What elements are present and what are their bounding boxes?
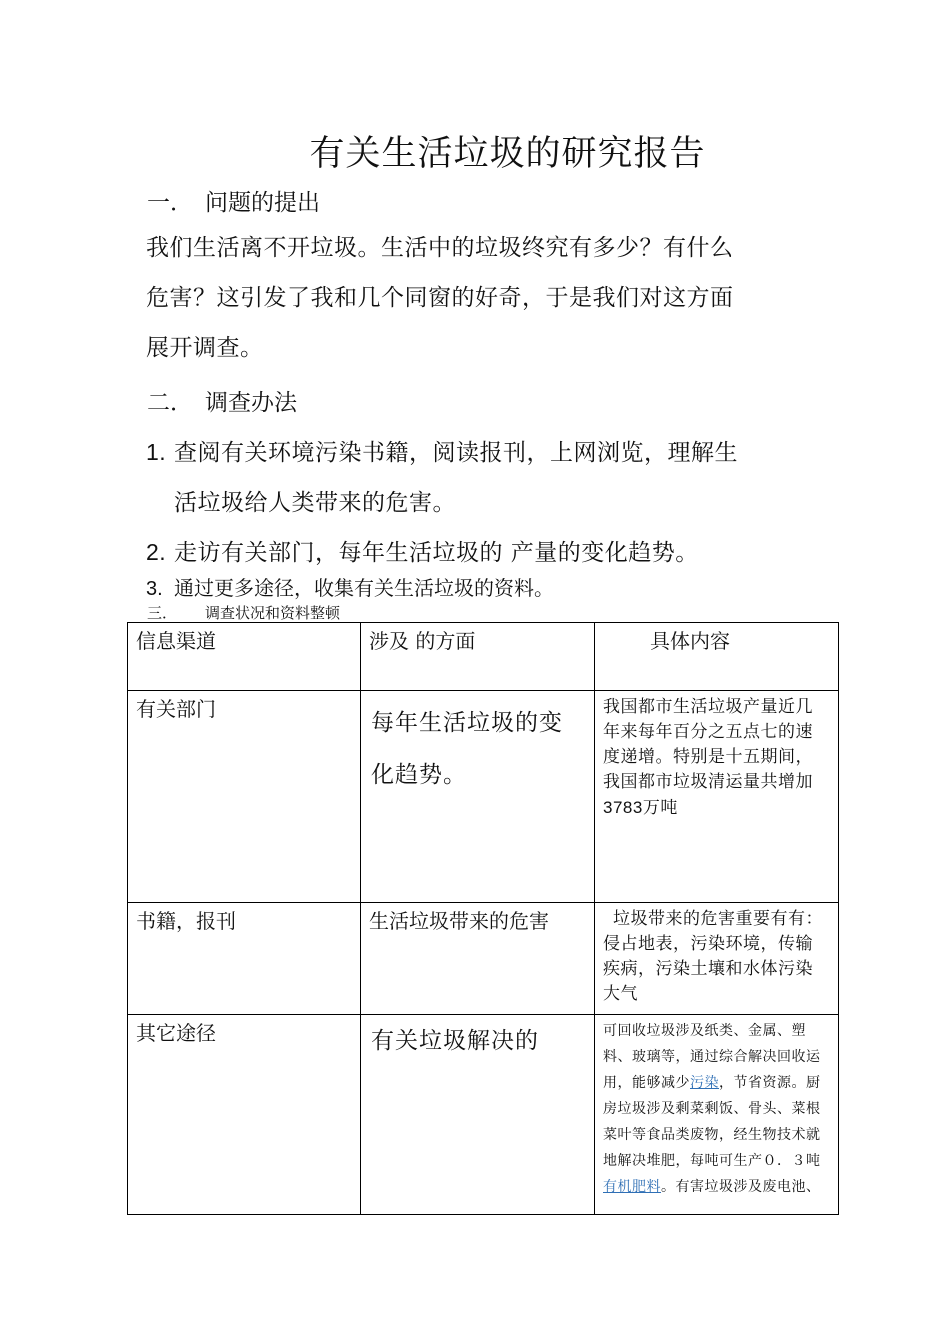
item-number: 1.	[146, 439, 167, 465]
body-line: 展开调查。	[146, 335, 264, 361]
row-1-content-number: 3783	[603, 798, 643, 817]
section-1-title: 问题的提出	[205, 190, 320, 216]
section-2-title: 调查办法	[205, 390, 297, 416]
row-2-aspect: 生活垃圾带来的危害	[369, 909, 549, 933]
table-row	[128, 1015, 839, 1215]
method-item-3	[146, 572, 554, 601]
table-header-cell	[595, 623, 839, 691]
section-1-heading	[147, 184, 320, 217]
header-channel: 信息渠道	[136, 629, 216, 653]
table-cell	[595, 1015, 839, 1215]
section-3-heading	[147, 602, 340, 623]
table-cell	[595, 691, 839, 903]
section-3-title: 调查状况和资料整顿	[205, 604, 341, 622]
section-2-number: 二．	[147, 390, 193, 416]
section-1-number: 一．	[147, 190, 193, 216]
table-cell	[128, 1015, 361, 1215]
row-3-channel: 其它途径	[136, 1021, 216, 1045]
organic-fertilizer-link[interactable]: 有机肥料	[603, 1179, 661, 1195]
method-item-1-cont: 活垃圾给人类带来的危害。	[174, 490, 456, 516]
pollution-link[interactable]: 污染	[690, 1075, 719, 1091]
table-cell	[361, 1015, 595, 1215]
table-cell	[361, 691, 595, 903]
item-text: 通过更多途径，收集有关生活垃圾的资料。	[174, 576, 554, 600]
row-1-channel: 有关部门	[136, 697, 216, 721]
row-3-content-text: 可回收垃圾涉及纸类、金属、塑料、玻璃等，通过综合解决回收运用，能够减少	[603, 1023, 821, 1091]
row-3-content-text: 。有害垃圾涉及废电池、	[661, 1179, 821, 1195]
table-cell	[128, 903, 361, 1015]
method-item-1	[146, 434, 738, 467]
table-cell	[361, 903, 595, 1015]
item-number: 3.	[146, 578, 163, 600]
survey-table	[127, 622, 839, 1215]
row-2-content: 垃圾带来的危害重要有有：侵占地表，污染环境，传输疾病，污染土壤和水体污染大气	[603, 909, 823, 1004]
row-1-content	[595, 691, 838, 825]
header-content: 具体内容	[650, 629, 730, 653]
page-title: 有关生活垃圾的研究报告	[309, 134, 706, 174]
row-3-content	[595, 1015, 838, 1203]
table-cell	[128, 691, 361, 903]
body-line: 我们生活离不开垃圾。生活中的垃圾终究有多少？有什么	[146, 235, 734, 261]
table-cell	[595, 903, 839, 1015]
section-1-body	[146, 223, 734, 373]
table-header-cell	[128, 623, 361, 691]
item-text: 查阅有关环境污染书籍，阅读报刊，上网浏览，理解生	[174, 440, 738, 466]
section-2-heading	[147, 384, 297, 417]
table-row	[128, 691, 839, 903]
method-item-2	[146, 534, 699, 567]
body-line: 危害？这引发了我和几个同窗的好奇，于是我们对这方面	[146, 285, 734, 311]
row-1-content-unit: 万吨	[642, 798, 678, 818]
item-number: 2.	[146, 539, 167, 565]
row-1-content-text: 我国都市生活垃圾产量近几年来每年百分之五点七的速度递增。特别是十五期间，我国都市垃圾清运量共增加	[603, 697, 813, 792]
section-3-number: 三．	[147, 604, 178, 622]
table-header-row	[128, 623, 839, 691]
row-1-aspect: 每年生活垃圾的变化趋势。	[371, 710, 563, 788]
table-row	[128, 903, 839, 1015]
row-3-aspect: 有关垃圾解决的	[371, 1028, 539, 1054]
row-3-content-text: ，节省资源。厨房垃圾涉及剩菜剩饭、骨头、菜根菜叶等食品类废物，经生物技术就地解决堆肥，每吨可生产０．３吨	[603, 1075, 821, 1169]
table-header-cell	[361, 623, 595, 691]
item-text: 走访有关部门，每年生活垃圾的 产量的变化趋势。	[174, 540, 699, 566]
row-2-channel: 书籍，报刊	[136, 909, 236, 933]
header-aspect: 涉及 的方面	[369, 629, 476, 653]
